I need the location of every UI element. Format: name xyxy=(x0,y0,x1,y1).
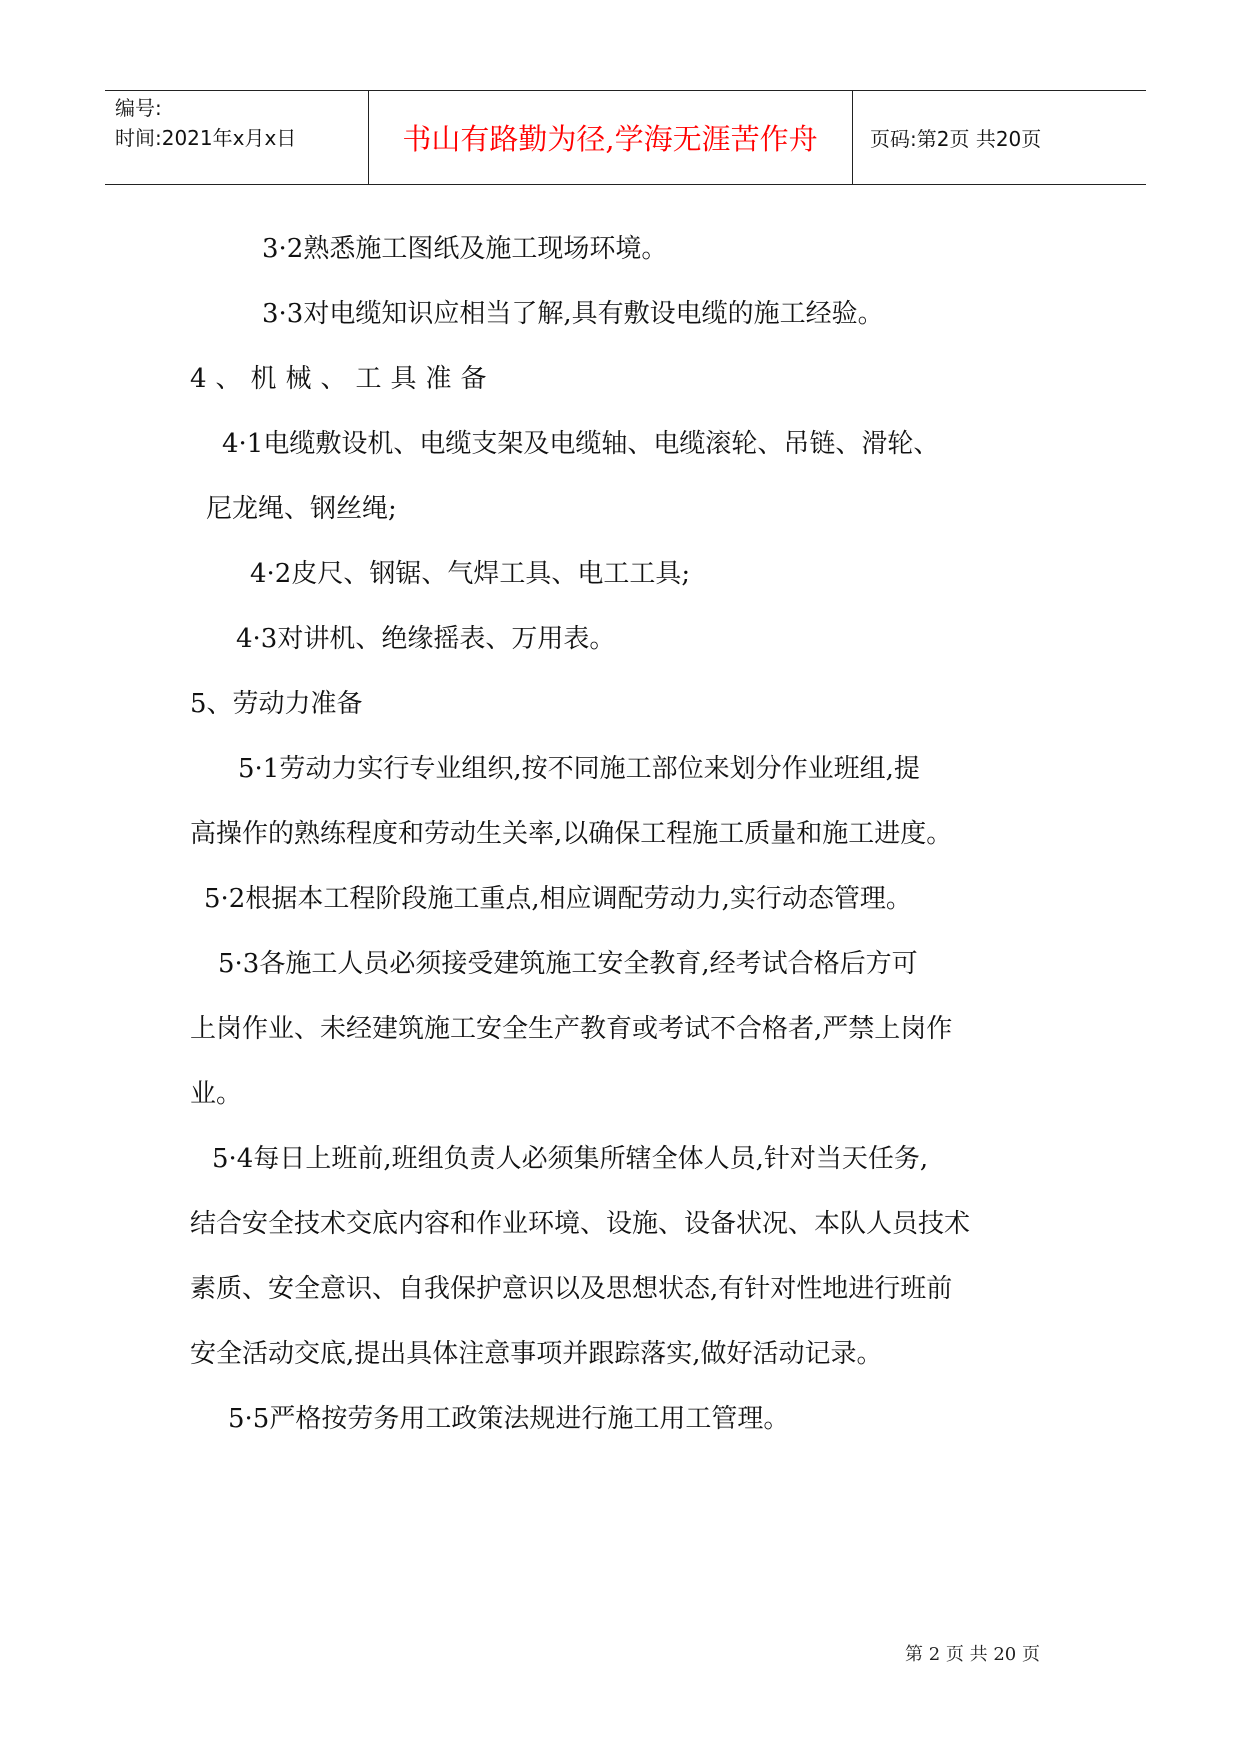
document-number-label: 编号: xyxy=(115,96,162,120)
text-line: 4·2皮尺、钢锯、气焊工具、电工工具; xyxy=(250,559,691,589)
header-divider-right xyxy=(852,91,853,184)
text-line: 5·2根据本工程阶段施工重点,相应调配劳动力,实行动态管理。 xyxy=(204,884,912,914)
page-footer: 第 2 页 共 20 页 xyxy=(905,1644,1040,1665)
header-meta xyxy=(115,93,296,153)
text-line: 尼龙绳、钢丝绳; xyxy=(206,494,397,524)
text-line: 安全活动交底,提出具体注意事项并跟踪落实,做好活动记录。 xyxy=(190,1339,883,1369)
header-motto: 书山有路勤为径,学海无涯苦作舟 xyxy=(402,122,818,156)
text-line: 5·3各施工人员必须接受建筑施工安全教育,经考试合格后方可 xyxy=(218,949,918,979)
text-line: 3·2熟悉施工图纸及施工现场环境。 xyxy=(262,234,668,264)
text-line: 上岗作业、未经建筑施工安全生产教育或考试不合格者,严禁上岗作 xyxy=(190,1014,953,1044)
text-line: 高操作的熟练程度和劳动生关率,以确保工程施工质量和施工进度。 xyxy=(190,819,953,849)
text-line: 3·3对电缆知识应相当了解,具有敷设电缆的施工经验。 xyxy=(262,299,884,329)
text-line: 5·1劳动力实行专业组织,按不同施工部位来划分作业班组,提 xyxy=(238,754,920,784)
header-page-number: 页码:第2页 共20页 xyxy=(870,127,1042,151)
text-line: 业。 xyxy=(190,1079,243,1109)
text-line: 结合安全技术交底内容和作业环境、设施、设备状况、本队人员技术 xyxy=(190,1209,971,1239)
section-heading: 5、劳动力准备 xyxy=(190,689,363,719)
text-line: 5·5严格按劳务用工政策法规进行施工用工管理。 xyxy=(228,1404,790,1434)
page-header xyxy=(105,90,1146,185)
section-heading: 4、机械、工具准备 xyxy=(190,364,496,394)
text-line: 素质、安全意识、自我保护意识以及思想状态,有针对性地进行班前 xyxy=(190,1274,953,1304)
text-line: 4·1电缆敷设机、电缆支架及电缆轴、电缆滚轮、吊链、滑轮、 xyxy=(222,429,940,459)
text-line: 4·3对讲机、绝缘摇表、万用表。 xyxy=(236,624,616,654)
header-divider-left xyxy=(368,91,369,184)
text-line: 5·4每日上班前,班组负责人必须集所辖全体人员,针对当天任务, xyxy=(212,1144,929,1174)
document-time-label: 时间:2021年x月x日 xyxy=(115,126,297,150)
